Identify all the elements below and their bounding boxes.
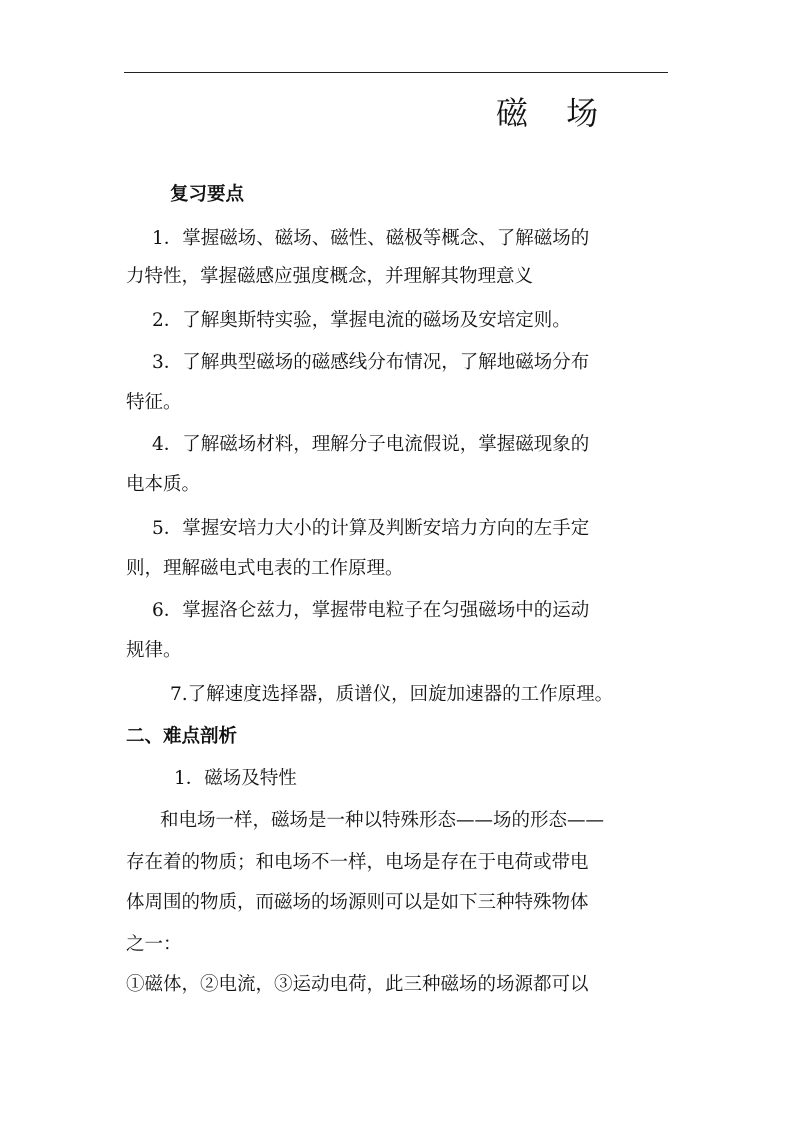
review-item-2-line-1: 2．了解奥斯特实验，掌握电流的磁场及安培定则。 — [152, 310, 571, 331]
paragraph-line: 体周围的物质，而磁场的场源则可以是如下三种特殊物体 — [126, 892, 589, 913]
review-heading: 复习要点 — [170, 184, 245, 205]
review-item-5-line-2: 则，理解磁电式电表的工作原理。 — [126, 558, 404, 579]
section-heading-difficulties: 二、难点剖析 — [126, 726, 238, 747]
review-item-1-line-2: 力特性，掌握磁感应强度概念，并理解其物理意义 — [126, 266, 534, 287]
review-item-4-line-2: 电本质。 — [126, 474, 201, 495]
review-item-6-line-1: 6．掌握洛仑兹力，掌握带电粒子在匀强磁场中的运动 — [152, 600, 590, 621]
review-item-3-line-1: 3．了解典型磁场的磁感线分布情况，了解地磁场分布 — [152, 352, 590, 373]
paragraph-line: 存在着的物质；和电场不一样，电场是存在于电荷或带电 — [126, 852, 589, 873]
review-item-4-line-1: 4．了解磁场材料，理解分子电流假说，掌握磁现象的 — [152, 434, 590, 455]
paragraph-line: 和电场一样，磁场是一种以特殊形态——场的形态—— — [160, 810, 605, 831]
paragraph-line: 之一： — [126, 934, 182, 955]
header-rule — [124, 72, 668, 73]
paragraph-line: ①磁体，②电流，③运动电荷，此三种磁场的场源都可以 — [126, 974, 589, 995]
subsection-heading-magnetic-field: 1．磁场及特性 — [174, 768, 297, 789]
review-item-1-line-1: 1．掌握磁场、磁场、磁性、磁极等概念、了解磁场的 — [152, 228, 590, 249]
document-title: 磁 场 — [496, 94, 613, 132]
review-item-5-line-1: 5．掌握安培力大小的计算及判断安培力方向的左手定 — [152, 518, 590, 539]
review-item-6-line-2: 规律。 — [126, 640, 182, 661]
review-item-3-line-2: 特征。 — [126, 392, 182, 413]
review-item-7-line-1: 7.了解速度选择器，质谱仪，回旋加速器的工作原理。 — [170, 684, 614, 705]
